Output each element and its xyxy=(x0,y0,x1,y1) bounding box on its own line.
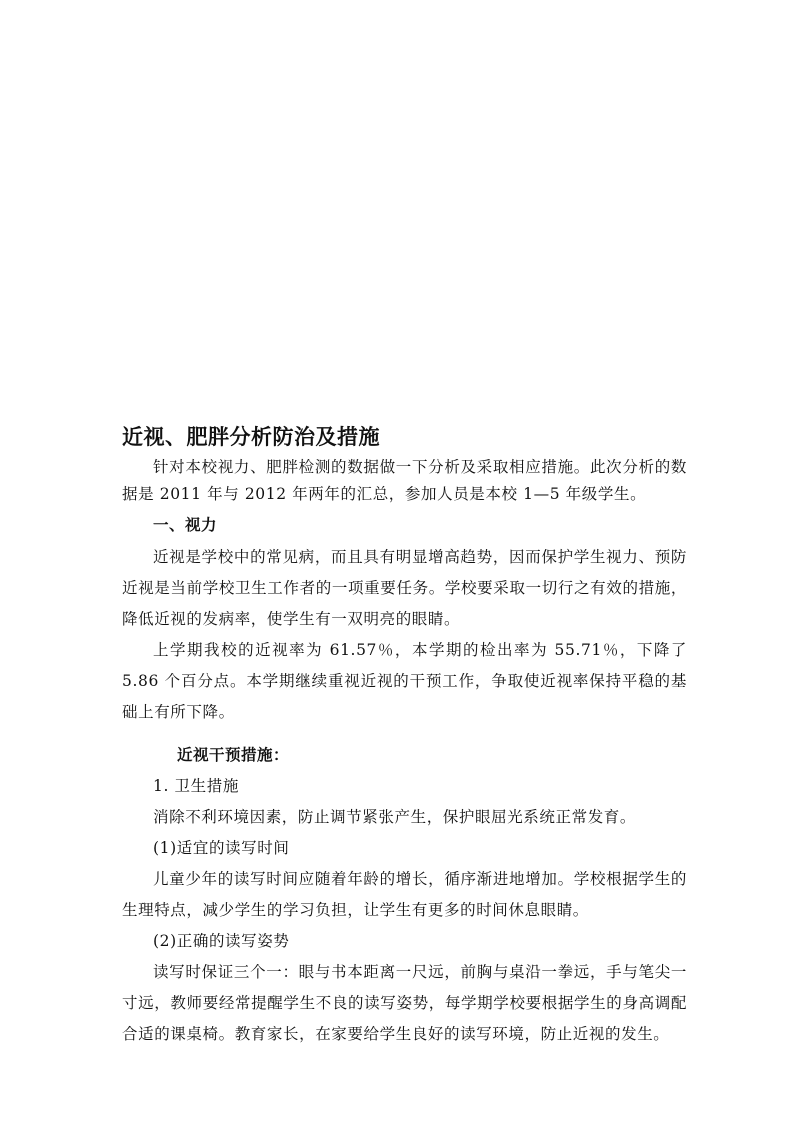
item-hygiene-text: 消除不利环境因素，防止调节紧张产生，保护眼屈光系统正常发育。 xyxy=(153,808,637,826)
paragraph-myopia-overview: 近视是学校中的常见病，而且具有明显增高趋势，因而保护学生视力、预防近视是当前学校卫生工作者的一项重要任务。学校要采取一切行之有效的措施，降低近视的发病率，使学生有一双明亮的眼睛。 xyxy=(122,548,687,628)
sub-item-reading-posture-text: 读写时保证三个一：眼与书本距离一尺远，前胸与桌沿一拳远，手与笔尖一寸远，教师要经常提醒学生不良的读写姿势，每学期学校要根据学生的身高调配合适的课桌椅。教育家长，在家要给学生良好的读写环境，防止近视的发生。 xyxy=(122,963,687,1043)
item-hygiene-measures: 1. 卫生措施 xyxy=(153,777,239,795)
sub-item-reading-posture: (2)正确的读写姿势 xyxy=(153,932,290,950)
intro-paragraph: 针对本校视力、肥胖检测的数据做一下分析及采取相应措施。此次分析的数据是 2011 年与 2012 年两年的汇总，参加人员是本校 1—5 年级学生。 xyxy=(122,458,687,503)
sub-item-reading-time-text: 儿童少年的读写时间应随着年龄的增长，循序渐进地增加。学校根据学生的生理特点，减少学生的学习负担，让学生有更多的时间休息眼睛。 xyxy=(122,870,687,919)
subheading-intervention: 近视干预措施： xyxy=(177,746,290,764)
document-title: 近视、肥胖分析防治及措施 xyxy=(122,425,380,449)
paragraph-myopia-rate: 上学期我校的近视率为 61.57％，本学期的检出率为 55.71％，下降了 5.86 个百分点。本学期继续重视近视的干预工作，争取使近视率保持平稳的基础上有所下降。 xyxy=(122,641,687,721)
sub-item-reading-time: (1)适宜的读写时间 xyxy=(153,839,290,857)
document-body xyxy=(122,420,687,1050)
section-heading-vision: 一、视力 xyxy=(153,516,218,534)
